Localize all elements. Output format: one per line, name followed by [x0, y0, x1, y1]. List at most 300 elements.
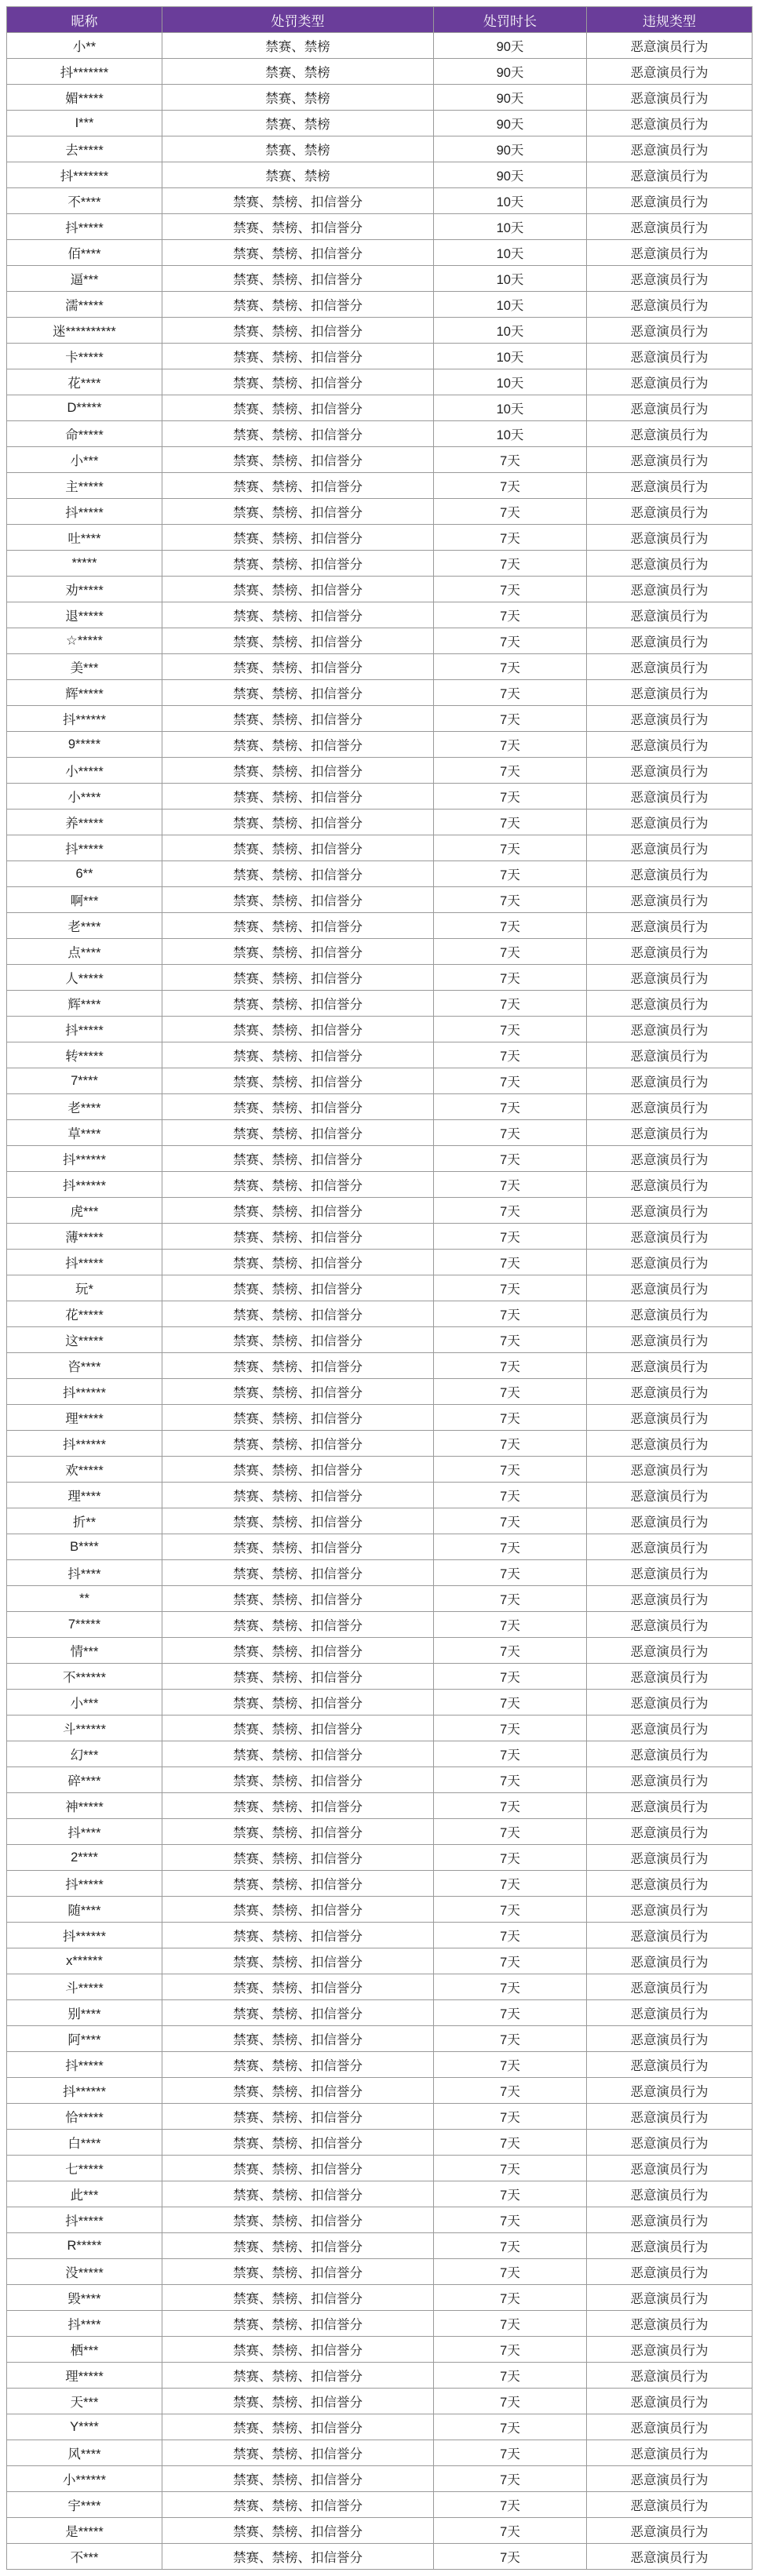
nickname-cell: 命***** [7, 421, 162, 447]
table-row [7, 1301, 753, 1327]
violation-type-cell: 恶意演员行为 [587, 421, 753, 447]
penalty-type-cell: 禁赛、禁榜、扣信誉分 [162, 939, 434, 965]
nickname-cell: 斗***** [7, 1974, 162, 2000]
penalty-type-cell: 禁赛、禁榜、扣信誉分 [162, 2414, 434, 2440]
penalty-duration-cell: 7天 [434, 1586, 587, 1612]
violation-type-cell: 恶意演员行为 [587, 2026, 753, 2052]
penalty-duration-cell: 7天 [434, 2026, 587, 2052]
violation-type-cell: 恶意演员行为 [587, 395, 753, 421]
table-row [7, 111, 753, 136]
nickname-cell: 宇**** [7, 2492, 162, 2518]
penalty-type-cell: 禁赛、禁榜、扣信誉分 [162, 318, 434, 344]
penalty-type-cell: 禁赛、禁榜、扣信誉分 [162, 2466, 434, 2492]
nickname-cell: 折** [7, 1508, 162, 1534]
table-row [7, 602, 753, 628]
nickname-cell: 虎*** [7, 1198, 162, 1224]
penalty-duration-cell: 7天 [434, 1690, 587, 1716]
penalty-duration-cell: 7天 [434, 1042, 587, 1068]
nickname-cell: 卡***** [7, 344, 162, 369]
table-row [7, 1716, 753, 1741]
violation-type-cell: 恶意演员行为 [587, 266, 753, 292]
violation-type-cell: 恶意演员行为 [587, 706, 753, 732]
violation-type-cell: 恶意演员行为 [587, 1379, 753, 1405]
table-row [7, 1664, 753, 1690]
table-row [7, 2311, 753, 2337]
violation-type-cell: 恶意演员行为 [587, 1664, 753, 1690]
nickname-cell: 抖***** [7, 1871, 162, 1897]
nickname-cell: 花**** [7, 369, 162, 395]
violation-type-cell: 恶意演员行为 [587, 162, 753, 188]
nickname-cell: 2**** [7, 1845, 162, 1871]
penalty-duration-cell: 7天 [434, 1612, 587, 1638]
penalty-type-cell: 禁赛、禁榜、扣信誉分 [162, 2207, 434, 2233]
penalty-type-cell: 禁赛、禁榜、扣信誉分 [162, 2311, 434, 2337]
nickname-cell: 老**** [7, 1094, 162, 1120]
penalty-type-cell: 禁赛、禁榜、扣信誉分 [162, 2026, 434, 2052]
penalty-duration-cell: 7天 [434, 1534, 587, 1560]
penalty-type-cell: 禁赛、禁榜 [162, 59, 434, 85]
penalty-duration-cell: 10天 [434, 318, 587, 344]
penalty-type-cell: 禁赛、禁榜、扣信誉分 [162, 784, 434, 810]
nickname-cell: 主***** [7, 473, 162, 499]
table-row [7, 1068, 753, 1094]
penalty-duration-cell: 7天 [434, 628, 587, 654]
nickname-cell: 7**** [7, 1068, 162, 1094]
penalty-duration-cell: 7天 [434, 939, 587, 965]
nickname-cell: 逼*** [7, 266, 162, 292]
violation-type-cell: 恶意演员行为 [587, 2466, 753, 2492]
table-row [7, 1405, 753, 1431]
table-row [7, 1897, 753, 1923]
penalty-duration-cell: 7天 [434, 758, 587, 784]
nickname-cell: 抖**** [7, 2311, 162, 2337]
table-row [7, 525, 753, 551]
violation-type-cell: 恶意演员行为 [587, 835, 753, 861]
nickname-cell: 毁**** [7, 2285, 162, 2311]
nickname-cell: 七***** [7, 2156, 162, 2181]
penalty-duration-cell: 7天 [434, 2414, 587, 2440]
violation-type-cell: 恶意演员行为 [587, 2259, 753, 2285]
violation-type-cell: 恶意演员行为 [587, 344, 753, 369]
table-row [7, 810, 753, 835]
violation-type-cell: 恶意演员行为 [587, 1353, 753, 1379]
penalty-duration-cell: 7天 [434, 784, 587, 810]
penalty-type-cell: 禁赛、禁榜、扣信誉分 [162, 1017, 434, 1042]
penalty-duration-cell: 7天 [434, 2259, 587, 2285]
nickname-cell: 不**** [7, 188, 162, 214]
penalty-duration-cell: 7天 [434, 2518, 587, 2544]
nickname-cell: 抖**** [7, 1819, 162, 1845]
nickname-cell: 随**** [7, 1897, 162, 1923]
nickname-cell: 9***** [7, 732, 162, 758]
penalty-duration-cell: 7天 [434, 1379, 587, 1405]
penalty-duration-cell: 7天 [434, 447, 587, 473]
nickname-cell: 情*** [7, 1638, 162, 1664]
table-row [7, 1224, 753, 1250]
penalty-type-cell: 禁赛、禁榜、扣信誉分 [162, 835, 434, 861]
table-row [7, 1275, 753, 1301]
nickname-cell: 抖***** [7, 214, 162, 240]
table-row [7, 421, 753, 447]
violation-type-cell: 恶意演员行为 [587, 188, 753, 214]
penalty-type-cell: 禁赛、禁榜、扣信誉分 [162, 861, 434, 887]
penalty-duration-cell: 7天 [434, 2389, 587, 2414]
violation-type-cell: 恶意演员行为 [587, 2544, 753, 2570]
nickname-cell: 抖***** [7, 2052, 162, 2078]
table-row [7, 1741, 753, 1767]
penalty-duration-cell: 7天 [434, 1431, 587, 1457]
violation-type-cell: 恶意演员行为 [587, 33, 753, 59]
penalty-type-cell: 禁赛、禁榜、扣信誉分 [162, 1508, 434, 1534]
violation-type-cell: 恶意演员行为 [587, 525, 753, 551]
nickname-cell: 点**** [7, 939, 162, 965]
table-header [7, 7, 753, 33]
violation-type-cell: 恶意演员行为 [587, 2285, 753, 2311]
nickname-cell: 抖***** [7, 835, 162, 861]
table-row [7, 344, 753, 369]
nickname-cell: 退***** [7, 602, 162, 628]
penalty-duration-cell: 7天 [434, 2285, 587, 2311]
penalty-duration-cell: 7天 [434, 1948, 587, 1974]
penalty-duration-cell: 7天 [434, 1301, 587, 1327]
penalty-duration-cell: 7天 [434, 2363, 587, 2389]
penalty-type-cell: 禁赛、禁榜 [162, 111, 434, 136]
penalty-type-cell: 禁赛、禁榜、扣信誉分 [162, 551, 434, 577]
violation-type-cell: 恶意演员行为 [587, 473, 753, 499]
table-row [7, 706, 753, 732]
violation-type-cell: 恶意演员行为 [587, 1224, 753, 1250]
nickname-cell: 不****** [7, 1664, 162, 1690]
penalty-type-cell: 禁赛、禁榜、扣信誉分 [162, 2000, 434, 2026]
nickname-cell: 风**** [7, 2440, 162, 2466]
table-row [7, 1871, 753, 1897]
column-header-penalty-duration: 处罚时长 [434, 7, 587, 33]
table-row [7, 1560, 753, 1586]
table-row [7, 1198, 753, 1224]
penalty-duration-cell: 90天 [434, 162, 587, 188]
penalty-type-cell: 禁赛、禁榜、扣信誉分 [162, 1612, 434, 1638]
penalty-type-cell: 禁赛、禁榜 [162, 136, 434, 162]
nickname-cell: 玩* [7, 1275, 162, 1301]
violation-type-cell: 恶意演员行为 [587, 1871, 753, 1897]
penalty-type-cell: 禁赛、禁榜、扣信誉分 [162, 732, 434, 758]
table-row [7, 2026, 753, 2052]
violation-type-cell: 恶意演员行为 [587, 240, 753, 266]
violation-type-cell: 恶意演员行为 [587, 1845, 753, 1871]
penalty-type-cell: 禁赛、禁榜、扣信誉分 [162, 965, 434, 991]
table-row [7, 1250, 753, 1275]
column-header-nickname: 昵称 [7, 7, 162, 33]
penalty-table-container [6, 6, 752, 2570]
nickname-cell: 碎**** [7, 1767, 162, 1793]
penalty-type-cell: 禁赛、禁榜、扣信誉分 [162, 473, 434, 499]
table-row [7, 2181, 753, 2207]
penalty-type-cell: 禁赛、禁榜、扣信誉分 [162, 628, 434, 654]
nickname-cell: 栖*** [7, 2337, 162, 2363]
penalty-type-cell: 禁赛、禁榜、扣信誉分 [162, 1405, 434, 1431]
violation-type-cell: 恶意演员行为 [587, 2363, 753, 2389]
violation-type-cell: 恶意演员行为 [587, 628, 753, 654]
table-row [7, 1120, 753, 1146]
nickname-cell: 小*** [7, 1690, 162, 1716]
penalty-duration-cell: 7天 [434, 1923, 587, 1948]
penalty-type-cell: 禁赛、禁榜、扣信誉分 [162, 577, 434, 602]
penalty-duration-cell: 7天 [434, 2000, 587, 2026]
penalty-type-cell: 禁赛、禁榜、扣信誉分 [162, 913, 434, 939]
nickname-cell: 抖****** [7, 1146, 162, 1172]
penalty-duration-cell: 7天 [434, 1897, 587, 1923]
penalty-type-cell: 禁赛、禁榜、扣信誉分 [162, 758, 434, 784]
table-row [7, 473, 753, 499]
table-row [7, 33, 753, 59]
table-row [7, 861, 753, 887]
table-row [7, 499, 753, 525]
nickname-cell: 抖***** [7, 2207, 162, 2233]
violation-type-cell: 恶意演员行为 [587, 2104, 753, 2130]
penalty-duration-cell: 7天 [434, 810, 587, 835]
penalty-type-cell: 禁赛、禁榜、扣信誉分 [162, 1301, 434, 1327]
nickname-cell: 神***** [7, 1793, 162, 1819]
violation-type-cell: 恶意演员行为 [587, 2156, 753, 2181]
table-body [7, 33, 753, 2570]
penalty-type-cell: 禁赛、禁榜、扣信誉分 [162, 525, 434, 551]
nickname-cell: 小**** [7, 784, 162, 810]
nickname-cell: 斗****** [7, 1716, 162, 1741]
penalty-type-cell: 禁赛、禁榜、扣信誉分 [162, 1923, 434, 1948]
violation-type-cell: 恶意演员行为 [587, 1897, 753, 1923]
nickname-cell: 辉***** [7, 680, 162, 706]
violation-type-cell: 恶意演员行为 [587, 1146, 753, 1172]
violation-type-cell: 恶意演员行为 [587, 2130, 753, 2156]
penalty-type-cell: 禁赛、禁榜、扣信誉分 [162, 421, 434, 447]
header-row [7, 7, 753, 33]
violation-type-cell: 恶意演员行为 [587, 2181, 753, 2207]
penalty-duration-cell: 7天 [434, 2181, 587, 2207]
penalty-type-cell: 禁赛、禁榜、扣信誉分 [162, 1845, 434, 1871]
violation-type-cell: 恶意演员行为 [587, 2078, 753, 2104]
nickname-cell: 抖***** [7, 499, 162, 525]
penalty-type-cell: 禁赛、禁榜、扣信誉分 [162, 1483, 434, 1508]
table-row [7, 939, 753, 965]
penalty-type-cell: 禁赛、禁榜、扣信誉分 [162, 1353, 434, 1379]
table-row [7, 2233, 753, 2259]
violation-type-cell: 恶意演员行为 [587, 292, 753, 318]
penalty-duration-cell: 90天 [434, 33, 587, 59]
table-row [7, 654, 753, 680]
penalty-duration-cell: 7天 [434, 835, 587, 861]
penalty-duration-cell: 7天 [434, 1094, 587, 1120]
penalty-duration-cell: 7天 [434, 1871, 587, 1897]
penalty-type-cell: 禁赛、禁榜、扣信誉分 [162, 1042, 434, 1068]
violation-type-cell: 恶意演员行为 [587, 2337, 753, 2363]
violation-type-cell: 恶意演员行为 [587, 784, 753, 810]
violation-type-cell: 恶意演员行为 [587, 1405, 753, 1431]
violation-type-cell: 恶意演员行为 [587, 499, 753, 525]
violation-type-cell: 恶意演员行为 [587, 1094, 753, 1120]
nickname-cell: 阿**** [7, 2026, 162, 2052]
table-row [7, 1923, 753, 1948]
nickname-cell: B**** [7, 1534, 162, 1560]
nickname-cell: x****** [7, 1948, 162, 1974]
nickname-cell: 不*** [7, 2544, 162, 2570]
penalty-type-cell: 禁赛、禁榜、扣信誉分 [162, 680, 434, 706]
violation-type-cell: 恶意演员行为 [587, 2518, 753, 2544]
penalty-duration-cell: 7天 [434, 991, 587, 1017]
violation-type-cell: 恶意演员行为 [587, 2492, 753, 2518]
penalty-type-cell: 禁赛、禁榜、扣信誉分 [162, 2518, 434, 2544]
penalty-duration-cell: 10天 [434, 344, 587, 369]
penalty-type-cell: 禁赛、禁榜、扣信誉分 [162, 1974, 434, 2000]
penalty-type-cell: 禁赛、禁榜、扣信誉分 [162, 602, 434, 628]
table-row [7, 214, 753, 240]
penalty-duration-cell: 10天 [434, 240, 587, 266]
table-row [7, 2363, 753, 2389]
penalty-type-cell: 禁赛、禁榜、扣信誉分 [162, 1094, 434, 1120]
table-row [7, 59, 753, 85]
penalty-duration-cell: 7天 [434, 706, 587, 732]
penalty-type-cell: 禁赛、禁榜、扣信誉分 [162, 1146, 434, 1172]
penalty-type-cell: 禁赛、禁榜、扣信誉分 [162, 706, 434, 732]
table-row [7, 2078, 753, 2104]
penalty-type-cell: 禁赛、禁榜、扣信誉分 [162, 2259, 434, 2285]
penalty-duration-cell: 90天 [434, 85, 587, 111]
nickname-cell: 白**** [7, 2130, 162, 2156]
violation-type-cell: 恶意演员行为 [587, 1250, 753, 1275]
table-row [7, 2492, 753, 2518]
violation-type-cell: 恶意演员行为 [587, 1638, 753, 1664]
penalty-duration-cell: 7天 [434, 1198, 587, 1224]
penalty-duration-cell: 7天 [434, 654, 587, 680]
penalty-duration-cell: 7天 [434, 2156, 587, 2181]
table-row [7, 1793, 753, 1819]
penalty-type-cell: 禁赛、禁榜、扣信誉分 [162, 1716, 434, 1741]
penalty-duration-cell: 10天 [434, 188, 587, 214]
penalty-duration-cell: 7天 [434, 1327, 587, 1353]
penalty-duration-cell: 7天 [434, 2207, 587, 2233]
table-row [7, 1819, 753, 1845]
penalty-duration-cell: 7天 [434, 2466, 587, 2492]
violation-type-cell: 恶意演员行为 [587, 447, 753, 473]
penalty-type-cell: 禁赛、禁榜、扣信誉分 [162, 499, 434, 525]
nickname-cell: 老**** [7, 913, 162, 939]
table-row [7, 1353, 753, 1379]
penalty-duration-cell: 90天 [434, 59, 587, 85]
penalty-duration-cell: 7天 [434, 965, 587, 991]
nickname-cell: 是***** [7, 2518, 162, 2544]
penalty-type-cell: 禁赛、禁榜、扣信誉分 [162, 991, 434, 1017]
nickname-cell: 去***** [7, 136, 162, 162]
penalty-type-cell: 禁赛、禁榜、扣信誉分 [162, 369, 434, 395]
nickname-cell: 抖****** [7, 1379, 162, 1405]
nickname-cell: D***** [7, 395, 162, 421]
nickname-cell: 抖****** [7, 1172, 162, 1198]
penalty-duration-cell: 10天 [434, 395, 587, 421]
penalty-type-cell: 禁赛、禁榜 [162, 85, 434, 111]
penalty-duration-cell: 10天 [434, 214, 587, 240]
violation-type-cell: 恶意演员行为 [587, 136, 753, 162]
violation-type-cell: 恶意演员行为 [587, 1431, 753, 1457]
table-row [7, 1327, 753, 1353]
nickname-cell: Y**** [7, 2414, 162, 2440]
penalty-type-cell: 禁赛、禁榜、扣信誉分 [162, 1120, 434, 1146]
nickname-cell: 劝***** [7, 577, 162, 602]
table-row [7, 1612, 753, 1638]
nickname-cell: 幻*** [7, 1741, 162, 1767]
penalty-type-cell: 禁赛、禁榜、扣信誉分 [162, 1534, 434, 1560]
violation-type-cell: 恶意演员行为 [587, 887, 753, 913]
penalty-duration-cell: 7天 [434, 1974, 587, 2000]
penalty-type-cell: 禁赛、禁榜、扣信誉分 [162, 2078, 434, 2104]
penalty-duration-cell: 7天 [434, 1793, 587, 1819]
table-row [7, 1508, 753, 1534]
penalty-type-cell: 禁赛、禁榜、扣信誉分 [162, 1431, 434, 1457]
violation-type-cell: 恶意演员行为 [587, 758, 753, 784]
nickname-cell: 理***** [7, 2363, 162, 2389]
nickname-cell: 濡***** [7, 292, 162, 318]
nickname-cell: ***** [7, 551, 162, 577]
table-row [7, 835, 753, 861]
nickname-cell: 天*** [7, 2389, 162, 2414]
penalty-type-cell: 禁赛、禁榜、扣信誉分 [162, 2492, 434, 2518]
penalty-type-cell: 禁赛、禁榜、扣信誉分 [162, 654, 434, 680]
penalty-type-cell: 禁赛、禁榜、扣信誉分 [162, 447, 434, 473]
penalty-duration-cell: 7天 [434, 1457, 587, 1483]
violation-type-cell: 恶意演员行为 [587, 1923, 753, 1948]
table-row [7, 1534, 753, 1560]
penalty-duration-cell: 7天 [434, 1275, 587, 1301]
violation-type-cell: 恶意演员行为 [587, 577, 753, 602]
table-row [7, 2337, 753, 2363]
violation-type-cell: 恶意演员行为 [587, 2311, 753, 2337]
nickname-cell: 小** [7, 33, 162, 59]
table-row [7, 2466, 753, 2492]
violation-type-cell: 恶意演员行为 [587, 680, 753, 706]
penalty-duration-cell: 90天 [434, 136, 587, 162]
table-row [7, 1172, 753, 1198]
penalty-type-cell: 禁赛、禁榜、扣信誉分 [162, 2052, 434, 2078]
table-row [7, 2414, 753, 2440]
table-row [7, 2156, 753, 2181]
nickname-cell: 没***** [7, 2259, 162, 2285]
table-row [7, 2440, 753, 2466]
table-row [7, 1379, 753, 1405]
violation-type-cell: 恶意演员行为 [587, 1741, 753, 1767]
penalty-duration-cell: 7天 [434, 1664, 587, 1690]
violation-type-cell: 恶意演员行为 [587, 369, 753, 395]
nickname-cell: 辉**** [7, 991, 162, 1017]
penalty-duration-cell: 7天 [434, 1250, 587, 1275]
nickname-cell: 理***** [7, 1405, 162, 1431]
table-row [7, 447, 753, 473]
table-row [7, 2052, 753, 2078]
table-row [7, 2544, 753, 2570]
table-row [7, 1948, 753, 1974]
table-row [7, 1017, 753, 1042]
nickname-cell: I*** [7, 111, 162, 136]
table-row [7, 1094, 753, 1120]
table-row [7, 784, 753, 810]
violation-type-cell: 恶意演员行为 [587, 2389, 753, 2414]
table-row [7, 292, 753, 318]
nickname-cell: 咨**** [7, 1353, 162, 1379]
violation-type-cell: 恶意演员行为 [587, 1483, 753, 1508]
penalty-type-cell: 禁赛、禁榜、扣信誉分 [162, 1327, 434, 1353]
nickname-cell: 小*** [7, 447, 162, 473]
penalty-duration-cell: 7天 [434, 602, 587, 628]
penalty-duration-cell: 7天 [434, 680, 587, 706]
penalty-type-cell: 禁赛、禁榜、扣信誉分 [162, 2544, 434, 2570]
nickname-cell: 迷********** [7, 318, 162, 344]
